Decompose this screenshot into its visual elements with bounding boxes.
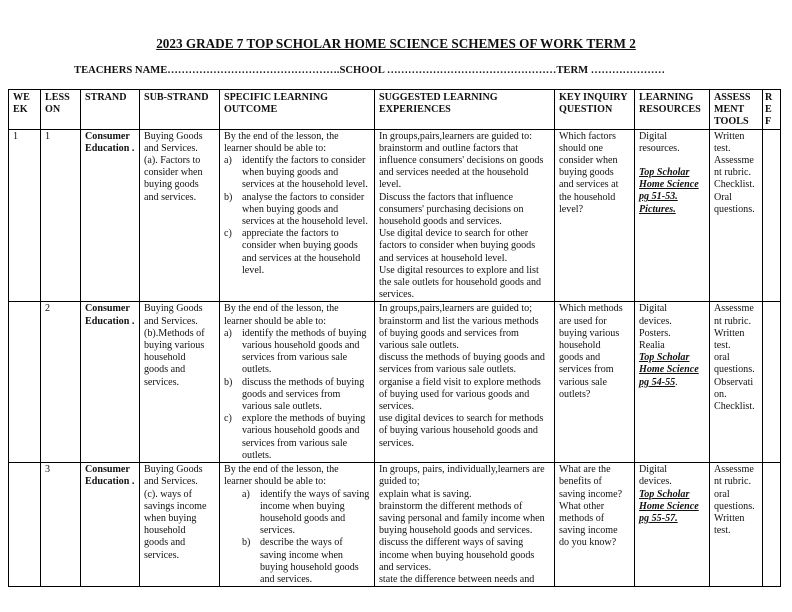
assessment-cell bbox=[710, 463, 763, 587]
inquiry-cell bbox=[555, 463, 635, 587]
header-outcome: SPECIFIC LEARNING OUTCOME bbox=[220, 90, 375, 130]
sub-strand-line: goods and bbox=[144, 537, 186, 549]
assessment-line: on. bbox=[714, 388, 727, 400]
inquiry-line: methods of bbox=[559, 512, 605, 524]
inquiry-line: services from bbox=[559, 364, 614, 376]
outcome-list bbox=[224, 328, 370, 462]
assessment-line: Oral bbox=[714, 191, 732, 203]
assessment-line: Written bbox=[714, 512, 745, 524]
experience-line: consumers' purchasing decisions on bbox=[379, 203, 524, 215]
outcome-text: analyse the factors to consider when buying goods and services at the household level. bbox=[242, 191, 368, 228]
inquiry-line: consider when bbox=[559, 155, 618, 167]
outcome-intro-line: By the end of the lesson, the bbox=[224, 130, 339, 142]
experience-line: income when buying household goods bbox=[379, 549, 535, 561]
outcome-marker: a) bbox=[224, 327, 232, 339]
sub-strand-line: services. bbox=[144, 376, 180, 388]
experience-line: household goods and services. bbox=[379, 216, 502, 228]
resources-cell bbox=[635, 129, 710, 302]
outcome-intro-line: learner should be able to: bbox=[224, 315, 327, 327]
sub-strand-line: (b).Methods of bbox=[144, 327, 205, 339]
outcome-text: appreciate the factors to consider when buying goods and services at the household level. bbox=[242, 228, 361, 276]
experience-line: Use digital device to search for other bbox=[379, 228, 529, 240]
outcome-intro-line: learner should be able to: bbox=[224, 142, 327, 154]
experiences-cell bbox=[375, 129, 555, 302]
header-lesson: LESS ON bbox=[41, 90, 81, 130]
assessment-line: nt rubric. bbox=[714, 476, 751, 488]
experience-line: services. bbox=[379, 437, 415, 449]
experience-line: In groups,pairs,learners are guided to; bbox=[379, 303, 533, 315]
lesson-cell: 2 bbox=[41, 302, 81, 463]
resource-suffix: . bbox=[675, 376, 678, 388]
assessment-line: Assessme bbox=[714, 303, 754, 315]
assessment-line: test. bbox=[714, 142, 731, 154]
lesson-cell: 3 bbox=[41, 463, 81, 587]
resources-cell bbox=[635, 302, 710, 463]
sub-strand-cell bbox=[140, 463, 220, 587]
assessment-line: test. bbox=[714, 525, 731, 537]
outcome-cell bbox=[220, 129, 375, 302]
assessment-line: oral bbox=[714, 352, 730, 364]
sub-strand-line: household bbox=[144, 352, 186, 364]
assessment-cell bbox=[710, 129, 763, 302]
textbook-reference-link[interactable]: pg 55-57. bbox=[639, 512, 678, 524]
experience-line: and services needed at the household bbox=[379, 167, 529, 179]
inquiry-line: do you know? bbox=[559, 537, 617, 549]
experience-line: organise a field visit to explore methods bbox=[379, 376, 541, 388]
inquiry-cell bbox=[555, 302, 635, 463]
sub-strand-line: when buying bbox=[144, 512, 197, 524]
header-row bbox=[9, 90, 781, 130]
outcome-item bbox=[224, 192, 370, 229]
sub-strand-line: (c). ways of bbox=[144, 488, 192, 500]
outcome-text: explore the methods of buying various household goods and services from various sale outlets. bbox=[242, 413, 366, 461]
inquiry-line: What are the bbox=[559, 464, 611, 476]
resource-item: devices. bbox=[639, 476, 672, 488]
textbook-reference-link[interactable]: Home Science bbox=[639, 364, 699, 376]
outcome-marker: a) bbox=[224, 155, 232, 167]
strand-cell: Consumer Education . bbox=[81, 129, 140, 302]
experience-line: discuss the different ways of saving bbox=[379, 537, 524, 549]
assessment-line: Assessme bbox=[714, 464, 754, 476]
assessment-line: Observati bbox=[714, 376, 754, 388]
inquiry-line: and services at bbox=[559, 179, 619, 191]
sub-strand-line: and services. bbox=[144, 191, 197, 203]
sub-strand-line: and Services. bbox=[144, 476, 198, 488]
sub-strand-line: Buying Goods bbox=[144, 303, 203, 315]
resource-item: resources. bbox=[639, 142, 680, 154]
outcome-item bbox=[224, 377, 370, 414]
experience-line: state the difference between needs and bbox=[379, 573, 535, 585]
assessment-line: Checklist. bbox=[714, 179, 755, 191]
inquiry-line: should one bbox=[559, 142, 604, 154]
textbook-reference-link[interactable]: Top Scholar bbox=[639, 167, 690, 179]
resource-item: Realia bbox=[639, 340, 665, 352]
experience-line: brainstorm and outline factors that bbox=[379, 142, 519, 154]
strand-cell: Consumer Education . bbox=[81, 463, 140, 587]
textbook-reference-link[interactable]: Top Scholar bbox=[639, 488, 690, 500]
inquiry-line: buying various bbox=[559, 327, 620, 339]
outcome-text: describe the ways of saving income when buying household goods and services. bbox=[260, 537, 359, 585]
experience-line: Use digital resources to explore and list bbox=[379, 264, 539, 276]
textbook-reference-link[interactable]: Home Science bbox=[639, 179, 699, 191]
assessment-line: Checklist. bbox=[714, 401, 755, 413]
outcome-marker: c) bbox=[224, 413, 232, 425]
outcome-intro-line: learner should be able to: bbox=[224, 476, 327, 488]
strand-cell: Consumer Education . bbox=[81, 302, 140, 463]
outcome-item bbox=[224, 228, 370, 277]
table-row bbox=[9, 302, 781, 463]
assessment-line: test. bbox=[714, 340, 731, 352]
textbook-reference-link[interactable]: pg 54-55 bbox=[639, 376, 676, 388]
experiences-cell bbox=[375, 302, 555, 463]
inquiry-line: buying goods bbox=[559, 167, 614, 179]
outcome-text: discuss the methods of buying goods and services from various sale outlets. bbox=[242, 376, 365, 413]
outcome-marker: b) bbox=[224, 191, 233, 203]
resources-cell bbox=[635, 463, 710, 587]
assessment-line: nt rubric. bbox=[714, 167, 751, 179]
experience-line: services from various sale outlets. bbox=[379, 364, 517, 376]
sub-strand-cell bbox=[140, 129, 220, 302]
assessment-line: questions. bbox=[714, 203, 755, 215]
ref-cell bbox=[763, 302, 781, 463]
table-row bbox=[9, 129, 781, 302]
sub-strand-line: (a). Factors to bbox=[144, 155, 201, 167]
week-cell bbox=[9, 302, 41, 463]
header-assessment: ASSESS MENT TOOLS bbox=[710, 90, 763, 130]
schemes-of-work-table bbox=[8, 89, 781, 587]
week-cell: 1 bbox=[9, 129, 41, 302]
inquiry-line: Which factors bbox=[559, 130, 616, 142]
experience-line: services. bbox=[379, 401, 415, 413]
resource-item: Digital bbox=[639, 130, 668, 142]
assessment-line: Written bbox=[714, 327, 745, 339]
outcome-item bbox=[224, 328, 370, 377]
experience-line: of buying goods and services from bbox=[379, 327, 519, 339]
header-sub-strand: SUB-STRAND bbox=[140, 90, 220, 130]
sub-strand-line: Buying Goods bbox=[144, 464, 203, 476]
header-experiences: SUGGESTED LEARNING EXPERIENCES bbox=[375, 90, 555, 130]
experience-line: of buying used for various goods and bbox=[379, 388, 530, 400]
experience-line: level. bbox=[379, 179, 402, 191]
experience-line: discuss the methods of buying goods and bbox=[379, 352, 545, 364]
outcome-list bbox=[224, 155, 370, 277]
experience-line: In groups,pairs,learners are guided to: bbox=[379, 130, 533, 142]
experience-line: the sale outlets for household goods and bbox=[379, 277, 542, 289]
sub-strand-line: goods and bbox=[144, 364, 186, 376]
document-title: 2023 GRADE 7 TOP SCHOLAR HOME SCIENCE SCHEMES OF WORK TERM 2 bbox=[156, 36, 636, 51]
sub-strand-cell bbox=[140, 302, 220, 463]
sub-strand-line: services. bbox=[144, 549, 180, 561]
sub-strand-line: buying various bbox=[144, 340, 205, 352]
inquiry-line: outlets? bbox=[559, 388, 591, 400]
experience-line: explain what is saving. bbox=[379, 488, 472, 500]
resource-item: Posters. bbox=[639, 327, 671, 339]
experience-line: brainstorm and list the various methods bbox=[379, 315, 539, 327]
inquiry-line: household bbox=[559, 340, 601, 352]
experience-line: of buying various household goods and bbox=[379, 425, 538, 437]
experience-line: In groups, pairs, individually,learners are bbox=[379, 464, 545, 476]
outcome-cell bbox=[220, 302, 375, 463]
inquiry-cell bbox=[555, 129, 635, 302]
sub-strand-line: savings income bbox=[144, 500, 207, 512]
assessment-line: questions. bbox=[714, 500, 755, 512]
sub-strand-line: and Services. bbox=[144, 142, 198, 154]
inquiry-line: various sale bbox=[559, 376, 607, 388]
experience-line: saving personal and family income when bbox=[379, 512, 545, 524]
assessment-line: Assessme bbox=[714, 155, 754, 167]
outcome-marker: b) bbox=[242, 537, 251, 549]
teacher-info-line: TEACHERS NAME………………………………………….SCHOOL …………………………………………TERM ………………… bbox=[74, 65, 665, 76]
inquiry-line: goods and bbox=[559, 352, 601, 364]
assessment-line: oral bbox=[714, 488, 730, 500]
header-ref: R E F bbox=[763, 90, 781, 130]
header-inquiry: KEY INQUIRY QUESTION bbox=[555, 90, 635, 130]
outcome-item bbox=[224, 489, 370, 538]
assessment-cell bbox=[710, 302, 763, 463]
inquiry-line: the household bbox=[559, 191, 616, 203]
outcome-cell bbox=[220, 463, 375, 587]
outcome-marker: a) bbox=[242, 488, 250, 500]
experiences-cell bbox=[375, 463, 555, 587]
outcome-item bbox=[224, 413, 370, 462]
experience-line: and services at household level. bbox=[379, 252, 508, 264]
resource-item: Digital bbox=[639, 464, 668, 476]
inquiry-line: saving income bbox=[559, 525, 618, 537]
assessment-line: nt rubric. bbox=[714, 315, 751, 327]
experience-line: influence consumers' decisions on goods bbox=[379, 155, 544, 167]
sub-strand-line: Buying Goods bbox=[144, 130, 203, 142]
experience-line: Discuss the factors that influence bbox=[379, 191, 513, 203]
experience-line: brainstorm the different methods of bbox=[379, 500, 523, 512]
experience-line: factors to consider when buying goods bbox=[379, 240, 536, 252]
textbook-reference-link[interactable]: pg 51-53. bbox=[639, 191, 678, 203]
sub-strand-line: consider when bbox=[144, 167, 203, 179]
lesson-cell: 1 bbox=[41, 129, 81, 302]
assessment-line: questions. bbox=[714, 364, 755, 376]
header-resources: LEARNING RESOURCES bbox=[635, 90, 710, 130]
sub-strand-line: household bbox=[144, 525, 186, 537]
inquiry-line: What other bbox=[559, 500, 605, 512]
outcome-item bbox=[224, 155, 370, 192]
experience-line: various sale outlets. bbox=[379, 340, 459, 352]
inquiry-line: level? bbox=[559, 203, 584, 215]
outcome-item bbox=[224, 537, 370, 586]
header-strand: STRAND bbox=[81, 90, 140, 130]
inquiry-line: benefits of bbox=[559, 476, 602, 488]
ref-cell bbox=[763, 129, 781, 302]
outcome-list bbox=[224, 489, 370, 587]
ref-cell bbox=[763, 463, 781, 587]
outcome-marker: b) bbox=[224, 376, 233, 388]
experience-line: guided to; bbox=[379, 476, 420, 488]
sub-strand-line: buying goods bbox=[144, 179, 199, 191]
experience-line: and services. bbox=[379, 561, 432, 573]
experience-line: services. bbox=[379, 289, 415, 301]
textbook-reference-link[interactable]: Home Science bbox=[639, 500, 699, 512]
outcome-intro-line: By the end of the lesson, the bbox=[224, 303, 339, 315]
inquiry-line: saving income? bbox=[559, 488, 623, 500]
outcome-marker: c) bbox=[224, 228, 232, 240]
resource-item: devices. bbox=[639, 315, 672, 327]
week-cell bbox=[9, 463, 41, 587]
outcome-text: identify the factors to consider when buying goods and services at the household level. bbox=[242, 155, 368, 191]
outcome-text: identify the methods of buying various household goods and services from various sale outlets. bbox=[242, 327, 367, 376]
resource-item: Digital bbox=[639, 303, 668, 315]
textbook-reference-link[interactable]: Pictures. bbox=[639, 203, 676, 215]
inquiry-line: Which methods bbox=[559, 303, 623, 315]
experience-line: buying household goods and services. bbox=[379, 525, 533, 537]
table-row bbox=[9, 463, 781, 587]
textbook-reference-link[interactable]: Top Scholar bbox=[639, 352, 690, 364]
inquiry-line: are used for bbox=[559, 315, 607, 327]
assessment-line: Written bbox=[714, 130, 745, 142]
experience-line: use digital devices to search for methods bbox=[379, 413, 544, 425]
sub-strand-line: and Services. bbox=[144, 315, 198, 327]
outcome-text: identify the ways of saving income when buying household goods and services. bbox=[260, 488, 370, 537]
header-week: WE EK bbox=[9, 90, 41, 130]
outcome-intro-line: By the end of the lesson, the bbox=[224, 464, 339, 476]
